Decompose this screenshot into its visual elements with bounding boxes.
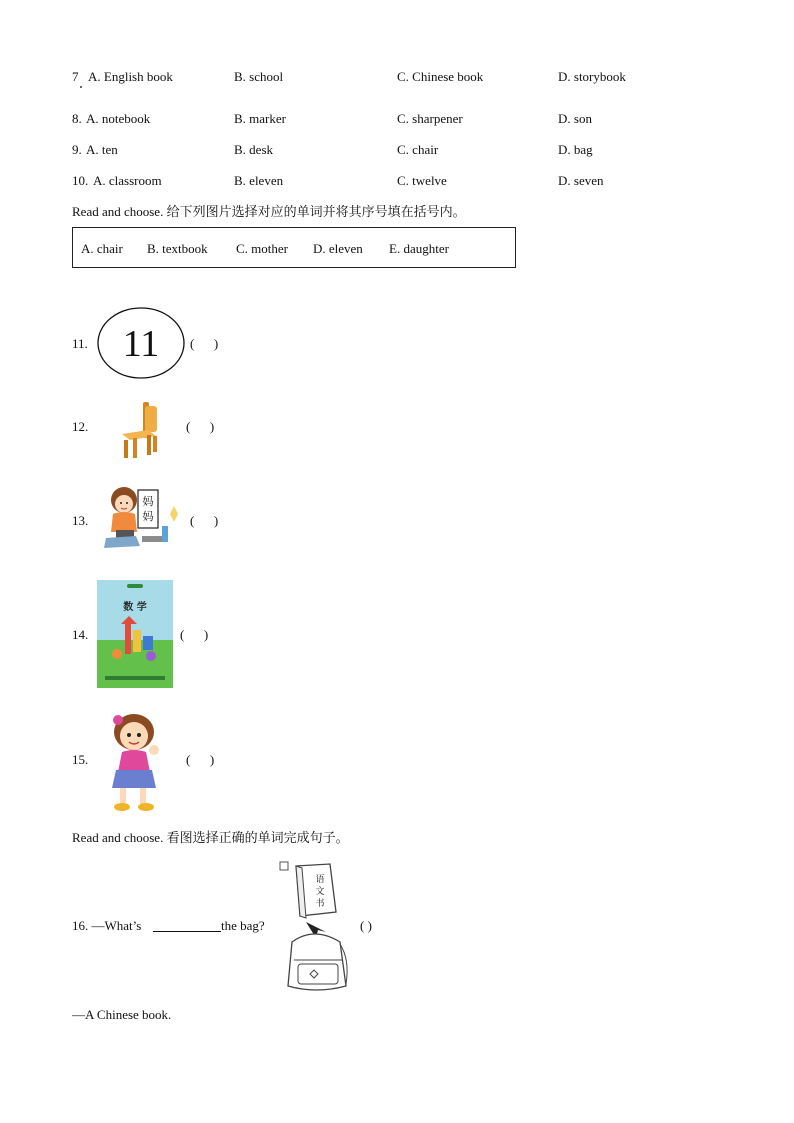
option-a: A. notebook bbox=[86, 111, 151, 126]
daughter-picture bbox=[100, 710, 172, 814]
section-instruction: Read and choose. 给下列图片选择对应的单词并将其序号填在括号内。 bbox=[72, 204, 466, 219]
option-b: B. marker bbox=[234, 111, 286, 126]
question-number: 9. bbox=[72, 142, 82, 157]
option-b: B. eleven bbox=[234, 173, 284, 188]
item-number: 13. bbox=[72, 513, 89, 528]
book-title-char-2: 文 bbox=[315, 887, 325, 897]
option-c: C. chair bbox=[397, 142, 439, 157]
question-16-suffix: the bag? bbox=[221, 918, 265, 933]
number-eleven-picture bbox=[96, 306, 186, 380]
stray-dot bbox=[80, 86, 82, 88]
option-b: B. desk bbox=[234, 142, 273, 157]
option-d: D. seven bbox=[558, 173, 604, 188]
answer-paren[interactable]: ( ) bbox=[186, 752, 215, 767]
option-b: B. school bbox=[234, 69, 284, 84]
word-e: E. daughter bbox=[389, 241, 449, 256]
option-a: A. classroom bbox=[93, 173, 162, 188]
word-c: C. mother bbox=[236, 241, 288, 256]
word-a: A. chair bbox=[81, 241, 123, 256]
svg-text:妈: 妈 bbox=[142, 510, 154, 523]
answer-paren[interactable]: ( ) bbox=[190, 513, 219, 528]
answer-paren[interactable]: ( ) bbox=[190, 336, 219, 351]
item-number: 15. bbox=[72, 752, 89, 767]
option-d: D. storybook bbox=[558, 69, 626, 84]
question-number: 10. bbox=[72, 173, 89, 188]
item-number: 11. bbox=[72, 336, 88, 351]
answer-blank[interactable] bbox=[153, 931, 221, 932]
word-b: B. textbook bbox=[147, 241, 208, 256]
bag-with-book-picture bbox=[276, 860, 352, 996]
math-textbook-picture bbox=[97, 580, 173, 688]
question-16-prefix: 16. —What’s bbox=[72, 918, 142, 933]
option-d: D. bag bbox=[558, 142, 593, 157]
option-c: C. sharpener bbox=[397, 111, 463, 126]
option-c: C. twelve bbox=[397, 173, 447, 188]
answer-paren[interactable]: ( ) bbox=[360, 918, 372, 933]
option-a: A. English book bbox=[88, 69, 173, 84]
book-title-char-3: 书 bbox=[315, 899, 325, 909]
answer-line: —A Chinese book. bbox=[72, 1007, 172, 1022]
option-c: C. Chinese book bbox=[397, 69, 484, 84]
option-d: D. son bbox=[558, 111, 592, 126]
svg-text:妈: 妈 bbox=[142, 495, 154, 508]
word-d: D. eleven bbox=[313, 241, 363, 256]
option-a: A. ten bbox=[86, 142, 118, 157]
question-number: 7 bbox=[72, 69, 79, 84]
answer-paren[interactable]: ( ) bbox=[180, 627, 209, 642]
item-number: 12. bbox=[72, 419, 89, 434]
textbook-title: 数 学 bbox=[123, 602, 147, 613]
book-title-char-1: 语 bbox=[315, 875, 325, 885]
picture-number-text: 11 bbox=[122, 323, 160, 365]
answer-paren[interactable]: ( ) bbox=[186, 419, 215, 434]
section-instruction-2: Read and choose. 看图选择正确的单词完成句子。 bbox=[72, 830, 349, 845]
chair-icon bbox=[118, 400, 160, 460]
question-number: 8. bbox=[72, 111, 82, 126]
mother-picture bbox=[102, 484, 182, 552]
item-number: 14. bbox=[72, 627, 89, 642]
word-bank bbox=[72, 227, 516, 268]
